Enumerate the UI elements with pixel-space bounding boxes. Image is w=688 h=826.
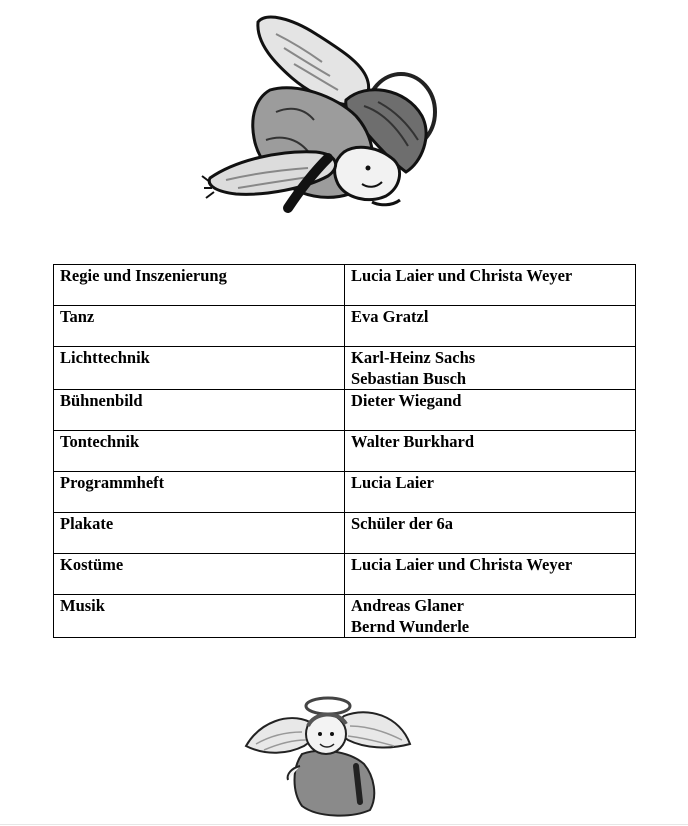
- credit-name: Dieter Wiegand: [351, 391, 462, 410]
- credits-table-body: [54, 265, 636, 638]
- credit-name: Bernd Wunderle: [351, 617, 470, 636]
- credit-names-cell: [345, 472, 636, 513]
- credit-role-cell: Bühnenbild: [54, 390, 345, 431]
- credit-names-cell: [345, 431, 636, 472]
- angel-with-halo-icon: [238, 692, 416, 820]
- page-edge-divider: [0, 824, 688, 825]
- credit-role-cell: Musik: [54, 595, 345, 638]
- credit-name: Lucia Laier und Christa Weyer: [351, 555, 573, 574]
- table-row: [54, 390, 636, 431]
- table-row: [54, 347, 636, 390]
- credit-names-cell: [345, 390, 636, 431]
- credit-name: Lucia Laier: [351, 473, 434, 492]
- credit-name: Karl-Heinz Sachs: [351, 348, 476, 367]
- credits-table: [53, 264, 636, 638]
- credit-name: Andreas Glaner: [351, 596, 464, 615]
- table-row: [54, 513, 636, 554]
- credit-names-cell: [345, 513, 636, 554]
- table-row: [54, 595, 636, 638]
- credit-role-cell: Lichttechnik: [54, 347, 345, 390]
- flying-angel-icon: [196, 12, 446, 224]
- credit-names-cell: [345, 306, 636, 347]
- credit-names-cell: [345, 595, 636, 638]
- credit-names-cell: [345, 554, 636, 595]
- credit-role-cell: Kostüme: [54, 554, 345, 595]
- credit-names-cell: [345, 265, 636, 306]
- table-row: [54, 306, 636, 347]
- table-row: [54, 554, 636, 595]
- table-row: [54, 431, 636, 472]
- credit-name: Sebastian Busch: [351, 369, 467, 388]
- credit-name: Schüler der 6a: [351, 514, 454, 533]
- credit-role-cell: Tontechnik: [54, 431, 345, 472]
- credit-role-cell: Tanz: [54, 306, 345, 347]
- table-row: [54, 265, 636, 306]
- credit-role-cell: Programmheft: [54, 472, 345, 513]
- credit-name: Walter Burkhard: [351, 432, 475, 451]
- credit-role-cell: Regie und Inszenierung: [54, 265, 345, 306]
- table-row: [54, 472, 636, 513]
- credit-names-cell: [345, 347, 636, 390]
- credit-name: Eva Gratzl: [351, 307, 429, 326]
- credit-role-cell: Plakate: [54, 513, 345, 554]
- credit-name: Lucia Laier und Christa Weyer: [351, 266, 573, 285]
